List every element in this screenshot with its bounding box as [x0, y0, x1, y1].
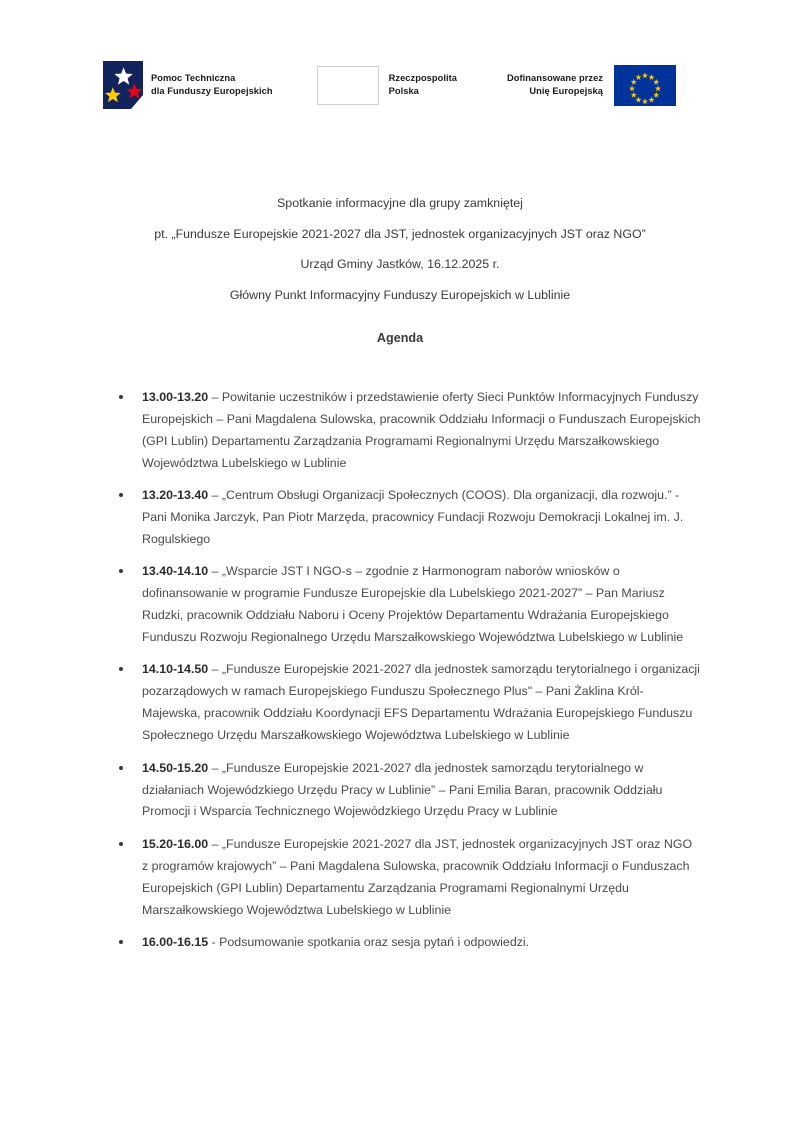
poland-flag-icon — [317, 66, 379, 105]
agenda-item-time: 13.20-13.40 — [142, 488, 209, 503]
logo-rzeczpospolita-polska — [317, 66, 457, 105]
agenda-list-item — [113, 932, 701, 954]
logo-unia-europejska — [507, 65, 676, 106]
agenda-list-item — [113, 561, 701, 649]
logo-fundusze-europejskie — [103, 61, 273, 109]
logo-eu-caption-line-2: Unię Europejską — [529, 86, 603, 96]
logo-fundusze-europejskie-caption — [151, 72, 273, 97]
agenda-item-time: 14.50-15.20 — [142, 760, 209, 775]
agenda-item-description: – „Fundusze Europejskie 2021-2027 dla jednostek samorządu terytorialnego w działaniach Wojewódzkiego Urzędu Pracy w Lublinie” – Pani Emilia Baran, pracownik Oddziału Promocji i Wsparcia Technicznego Wojewódzkiego Urzędu Pracy w Lublinie — [142, 760, 663, 819]
agenda-item-time: 14.10-14.50 — [142, 662, 209, 677]
logo-fe-caption-line-2: dla Funduszy Europejskich — [151, 86, 273, 96]
title-line-4: Główny Punkt Informacyjny Funduszy Europejskich w Lublinie — [229, 287, 571, 302]
agenda-list-item — [113, 387, 701, 475]
agenda-list — [113, 387, 701, 954]
agenda-list-item — [113, 758, 701, 824]
agenda-item-description: – „Fundusze Europejskie 2021-2027 dla jednostek samorządu terytorialnego i organizacji pozarządowych w ramach Europejskiego Funduszu Społecznego Plus" – Pani Żaklina Król-Majewska, pracownik Oddziału Koordynacji EFS Departamentu Wdrażania Europejskiego Funduszu Społecznego Urzędu Marszałkowskiego Województwa Lubelskiego w Lublinie — [142, 662, 700, 743]
logo-ue-caption — [507, 72, 603, 97]
agenda-heading: Agenda — [376, 331, 424, 345]
bullet-icon — [119, 842, 123, 846]
document-title-block — [100, 188, 700, 310]
agenda-item-description: – Powitanie uczestników i przedstawienie oferty Sieci Punktów Informacyjnych Funduszy Europejskich – Pani Magdalena Sulowska, pracownik Oddziału Informacji o Funduszach Europejskich (GPI Lublin) Departamentu Zarządzania Programami Regionalnymi Urzędu Marszałkowskiego Województwa Lubelskiego w Lublinie — [142, 390, 701, 470]
agenda-item-time: 13.00-13.20 — [142, 390, 209, 404]
agenda-list-item — [113, 659, 701, 747]
agenda-list-item — [113, 834, 701, 922]
agenda-item-description: – „Wsparcie JST I NGO-s – zgodnie z Harmonogram naborów wniosków o dofinansowanie w programie Fundusze Europejskie dla Lubelskiego 2021-2027” – Pan Mariusz Rudzki, pracownik Oddziału Naboru i Oceny Projektów Departamentu Wdrażania Europejskiego Funduszu Rozwoju Regionalnego Urzędu Marszałkowskiego Województwa Lubelskiego w Lublinie — [142, 564, 684, 645]
header-logo-strip — [103, 57, 697, 113]
agenda-item-description: – „Fundusze Europejskie 2021-2027 dla JST, jednostek organizacyjnych JST oraz NGO z programów krajowych” – Pani Magdalena Sulowska, pracownik Oddziału Informacji o Funduszach Europejskich (GPI Lublin) Departamentu Zarządzania Programami Regionalnymi Urzędu Marszałkowskiego Województwa Lubelskiego w Lublinie — [142, 836, 693, 917]
agenda-item-time: 15.20-16.00 — [142, 836, 209, 851]
title-line-3: Urząd Gminy Jastków, 16.12.2025 r. — [300, 257, 500, 271]
logo-pl-caption-line-2: Polska — [388, 86, 419, 96]
title-line-1: Spotkanie informacyjne dla grupy zamkniętej — [277, 196, 523, 210]
agenda-item-description: - Podsumowanie spotkania oraz sesja pytań i odpowiedzi. — [208, 934, 530, 949]
bullet-icon — [119, 667, 123, 671]
european-union-flag-icon — [614, 65, 676, 106]
agenda-item-description: – „Centrum Obsługi Organizacji Społecznych (COOS). Dla organizacji, dla rozwoju.” - Pani Monika Jarczyk, Pan Piotr Marzęda, pracownicy Fundacji Rozwoju Demokracji Lokalnej im. J. Rogulskiego — [142, 488, 684, 546]
bullet-icon — [119, 493, 123, 497]
agenda-item-time: 16.00-16.15 — [142, 934, 209, 949]
fundusze-europejskie-star-emblem-icon — [103, 61, 143, 109]
title-line-2: pt. „Fundusze Europejskie 2021-2027 dla JST, jednostek organizacyjnych JST oraz NGO” — [154, 226, 646, 241]
logo-eu-caption-line-1: Dofinansowane przez — [507, 73, 603, 84]
logo-pl-caption-line-1: Rzeczpospolita — [388, 73, 457, 84]
bullet-icon — [119, 766, 123, 770]
bullet-icon — [119, 940, 123, 944]
logo-polska-caption — [389, 72, 457, 97]
bullet-icon — [119, 569, 123, 573]
agenda-item-time: 13.40-14.10 — [142, 564, 209, 579]
bullet-icon — [119, 395, 123, 399]
agenda-list-item — [113, 485, 701, 551]
logo-fe-caption-line-1: Pomoc Techniczna — [151, 73, 236, 84]
